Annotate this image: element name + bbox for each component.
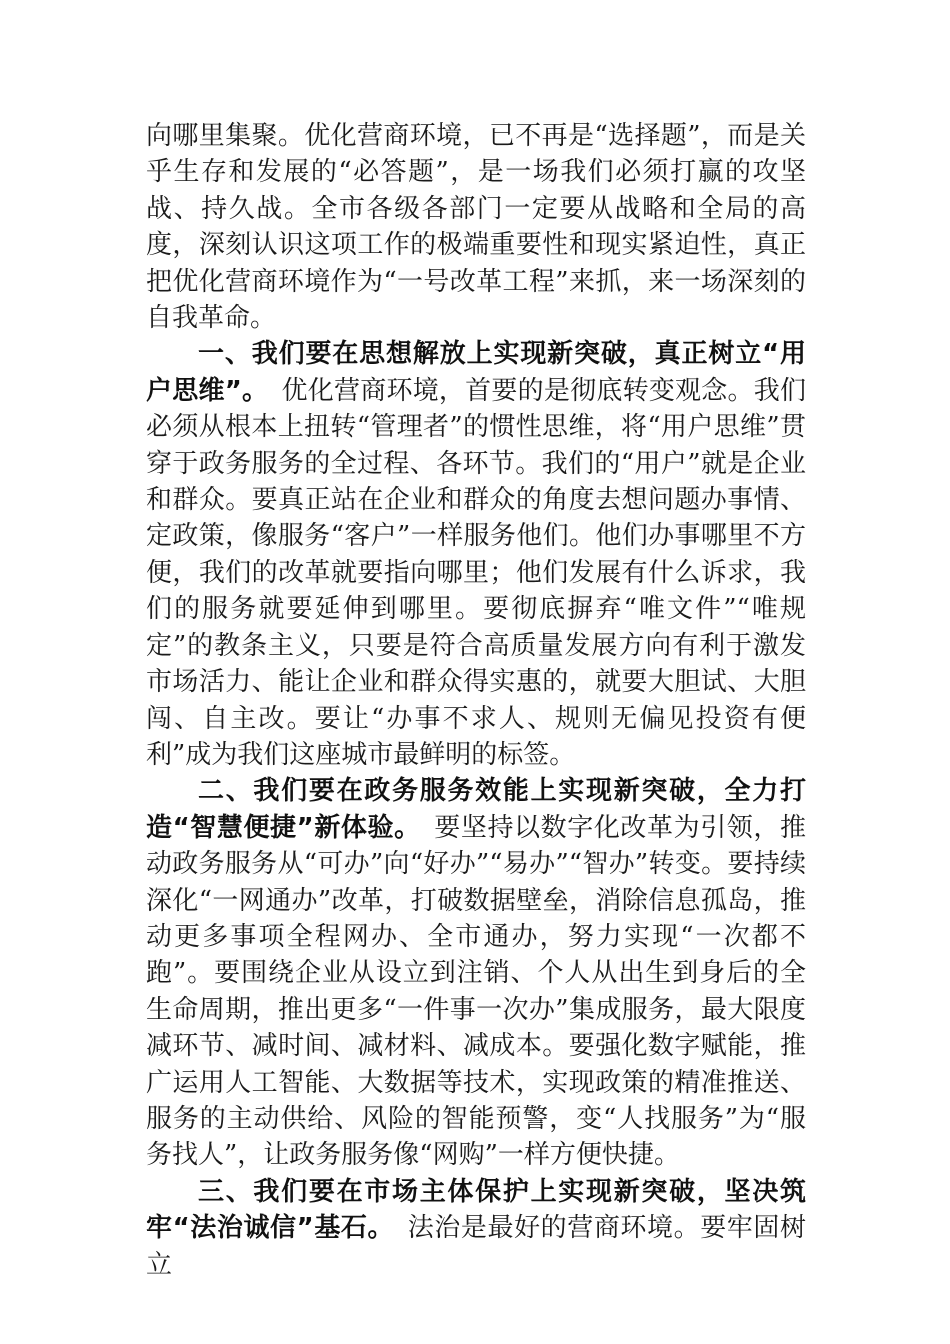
- paragraph-intro: [146, 118, 806, 336]
- section-heading: 一、我们要在思想解放上实现新突破，真正树立“用户思维”。: [146, 339, 806, 406]
- paragraph-section-3: [146, 1174, 806, 1283]
- paragraph-body: 法治是最好的营商环境。要牢固树立: [146, 1213, 806, 1280]
- paragraph-body: 要坚持以数字化改革为引领，推动政务服务从“可办”向“好办”“易办”“智办”转变。要持续深化“一网通办”改革，打破数据壁垒，消除信息孤岛，推动更多事项全程网办、全市通办，努力实现“一次都不跑”。要围绕企业从设立到注销、个人从出生到身后的全生命周期，推出更多“一件事一次办”集成服务，最大限度减环节、减时间、减材料、减成本。要强化数字赋能，推广运用人工智能、大数据等技术，实现政策的精准推送、服务的主动供给、风险的智能预警，变“人找服务”为“服务找人”，让政务服务像“网购”一样方便快捷。: [146, 812, 806, 1171]
- paragraph-body: 优化营商环境，首要的是彻底转变观念。我们必须从根本上扭转“管理者”的惯性思维，将“用户思维”贯穿于政务服务的全过程、各环节。我们的“用户”就是企业和群众。要真正站在企业和群众的角度去想问题办事情、定政策，像服务“客户”一样服务他们。他们办事哪里不方便，我们的改革就要指向哪里；他们发展有什么诉求，我们的服务就要延伸到哪里。要彻底摒弃“唯文件”“唯规定”的教条主义，只要是符合高质量发展方向有利于激发市场活力、能让企业和群众得实惠的，就要大胆试、大胆闯、自主改。要让“办事不求人、规则无偏见投资有便利”成为我们这座城市最鲜明的标签。: [146, 375, 806, 770]
- paragraph-body: 向哪里集聚。优化营商环境，已不再是“选择题”，而是关乎生存和发展的“必答题”，是一场我们必须打赢的攻坚战、持久战。全市各级各部门一定要从战略和全局的高度，深刻认识这项工作的极端重要性和现实紧迫性，真正把优化营商环境作为“一号改革工程”来抓，来一场深刻的自我革命。: [146, 121, 806, 334]
- document-body: [146, 118, 806, 1283]
- section-heading: 二、我们要在政务服务效能上实现新突破，全力打造“智慧便捷”新体验。: [146, 776, 806, 843]
- section-heading: 三、我们要在市场主体保护上实现新突破，坚决筑牢“法治诚信”基石。: [146, 1176, 806, 1244]
- paragraph-section-2: [146, 773, 806, 1173]
- paragraph-section-1: [146, 336, 806, 773]
